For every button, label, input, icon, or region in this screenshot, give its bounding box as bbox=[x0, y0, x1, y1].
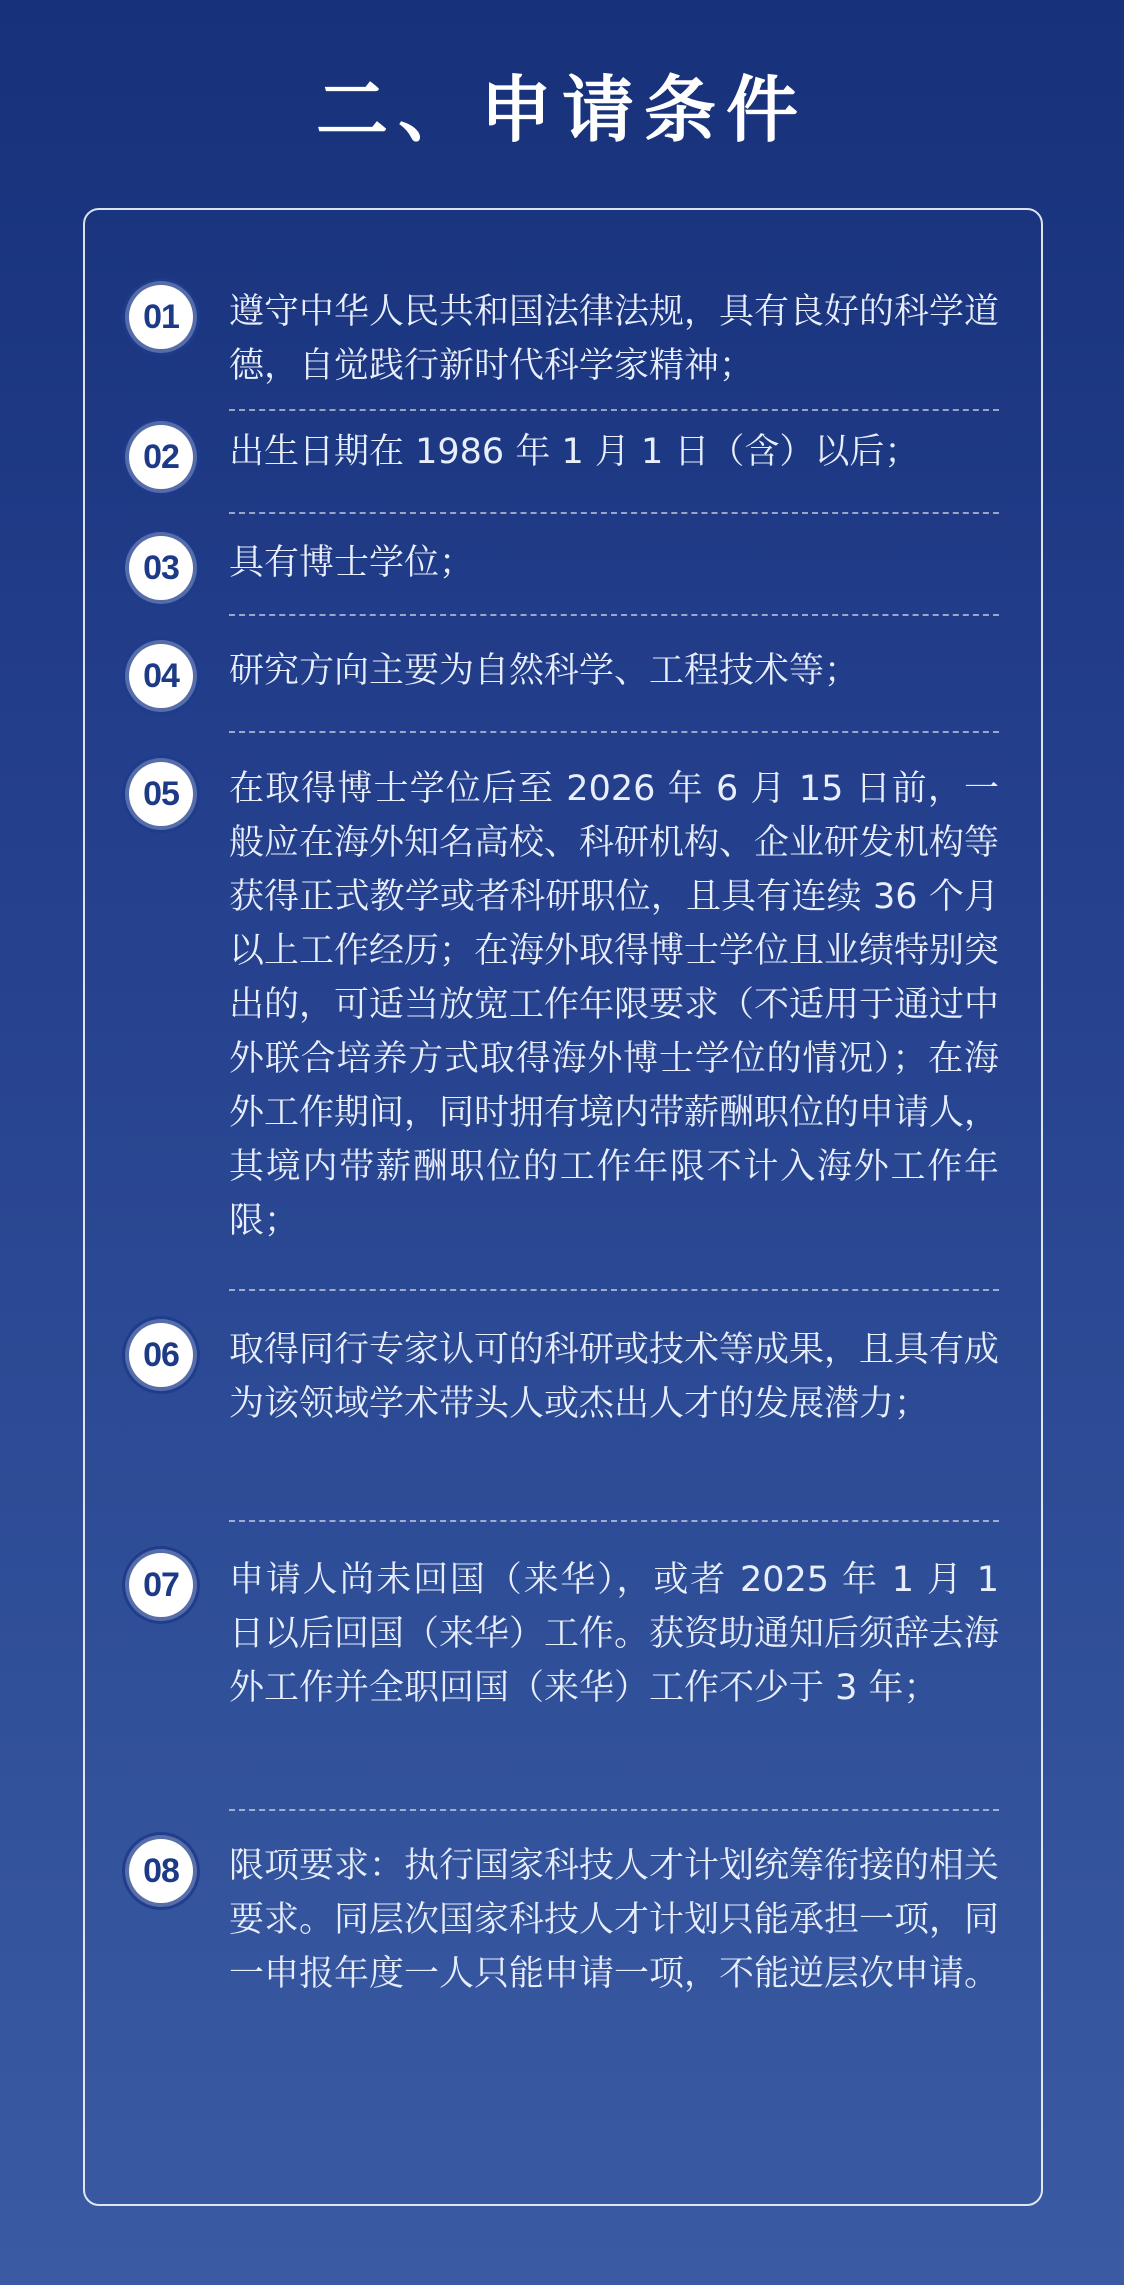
number-badge: 07 bbox=[129, 1553, 193, 1617]
condition-text: 申请人尚未回国（来华），或者 2025 年 1 月 1 日以后回国（来华）工作。获资助通知后须辞去海外工作并全职回国（来华）工作不少于 3 年； bbox=[229, 1560, 1000, 1708]
dashed-divider bbox=[229, 512, 999, 514]
number-badge: 06 bbox=[129, 1323, 193, 1387]
number-badge: 05 bbox=[129, 762, 193, 826]
dashed-divider bbox=[229, 1289, 999, 1291]
condition-text: 取得同行专家认可的科研或技术等成果，且具有成为该领域学术带头人或杰出人才的发展潜力； bbox=[229, 1330, 1000, 1424]
dashed-divider bbox=[229, 1809, 999, 1811]
condition-text: 遵守中华人民共和国法律法规，具有良好的科学道德，自觉践行新时代科学家精神； bbox=[229, 292, 1000, 386]
dashed-divider bbox=[229, 731, 999, 733]
dashed-divider bbox=[229, 409, 999, 411]
number-badge: 04 bbox=[129, 644, 193, 708]
conditions-panel bbox=[83, 208, 1043, 2206]
condition-text: 限项要求：执行国家科技人才计划统筹衔接的相关要求。同层次国家科技人才计划只能承担一项，同一申报年度一人只能申请一项，不能逆层次申请。 bbox=[229, 1846, 1000, 1994]
condition-text: 研究方向主要为自然科学、工程技术等； bbox=[229, 651, 860, 691]
dashed-divider bbox=[229, 614, 999, 616]
number-badge: 03 bbox=[129, 536, 193, 600]
number-badge: 01 bbox=[129, 285, 193, 349]
condition-text: 在取得博士学位后至 2026 年 6 月 15 日前，一般应在海外知名高校、科研机构、企业研发机构等获得正式教学或者科研职位，且具有连续 36 个月以上工作经历；在海外取得博士学位且业绩特别突出的，可适当放宽工作年限要求（不适用于通过中外联合培养方式取得海外博士学位的情况）；在海外工作期间，同时拥有境内带薪酬职位的申请人，其境内带薪酬职位的工作年限不计入海外工作年限； bbox=[229, 769, 1000, 1241]
condition-text: 具有博士学位； bbox=[229, 543, 475, 583]
number-badge: 02 bbox=[129, 425, 193, 489]
condition-text: 出生日期在 1986 年 1 月 1 日（含）以后； bbox=[229, 432, 920, 472]
number-badge: 08 bbox=[129, 1839, 193, 1903]
dashed-divider bbox=[229, 1520, 999, 1522]
page-title: 二、申请条件 bbox=[315, 68, 808, 152]
